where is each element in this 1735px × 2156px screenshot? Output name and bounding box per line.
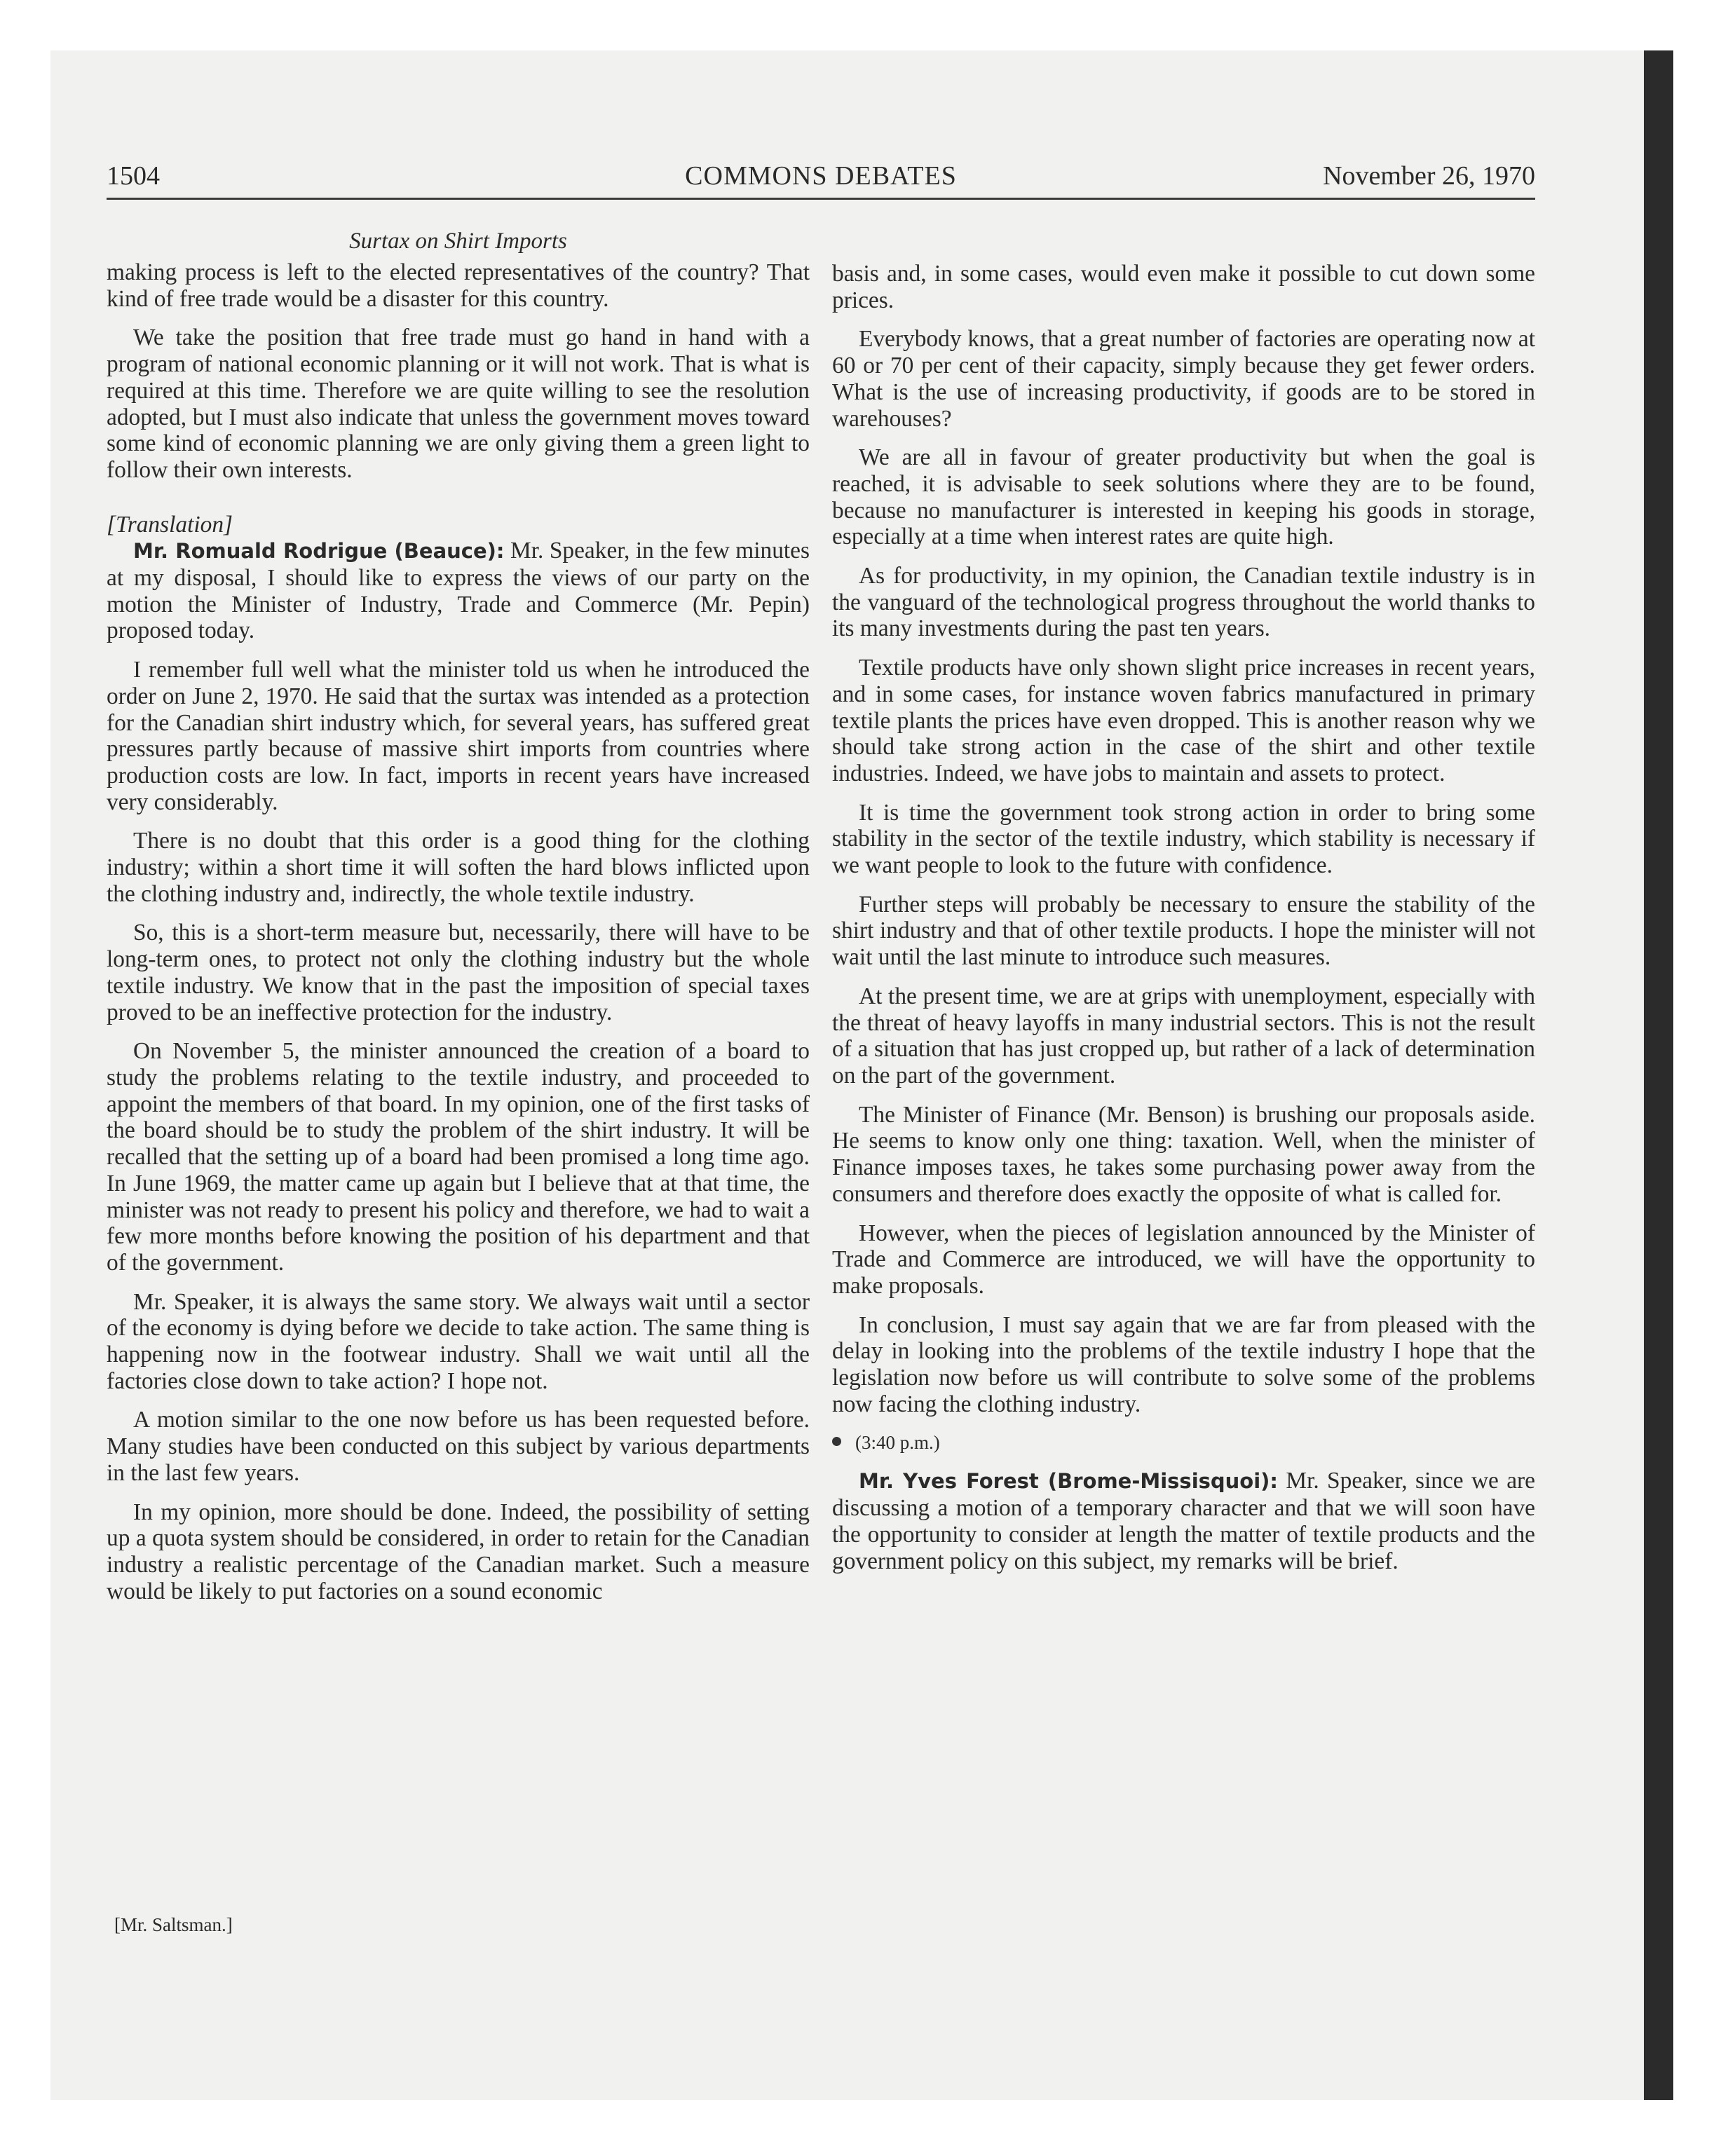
publication-date: November 26, 1970 <box>1323 161 1535 191</box>
paragraph: The Minister of Finance (Mr. Benson) is brushing our proposals aside. He seems to know only one thing: taxation. Well, when the minister of Finance imposes taxes, he takes some purchasing power away from the consumers and therefore does exactly the opposite of what is called for. <box>832 1101 1535 1207</box>
paragraph: As for productivity, in my opinion, the Canadian textile industry is in the vanguard of the technological progress throughout the world thanks to its many investments during the past ten years. <box>832 563 1535 642</box>
paragraph: I remember full well what the minister told us when he introduced the order on June 2, 1970. He said that the surtax was intended as a protection for the Canadian shirt industry which, for several years, has suffered great pressures partly because of massive shirt imports from countries where production costs are low. In fact, imports in recent years have increased very considerably. <box>107 657 810 815</box>
footer-note: [Mr. Saltsman.] <box>114 1914 233 1935</box>
speech-paragraph <box>107 538 810 644</box>
paragraph: Further steps will probably be necessary to ensure the stability of the shirt industry and that of other textile products. I hope the minister will not wait until the last minute to introduce such measures. <box>832 891 1535 971</box>
paragraph: Mr. Speaker, it is always the same story. We always wait until a sector of the economy is dying before we decide to take action. The same thing is happening now in the footwear industry. Shall we wait until all the factories close down to take action? I hope not. <box>107 1288 810 1394</box>
paragraph: So, this is a short-term measure but, necessarily, there will have to be long-term ones, to protect not only the clothing industry but the whole textile industry. We know that in the past the imposition of special taxes proved to be an ineffective protection for the industry. <box>107 920 810 1025</box>
paragraph: In my opinion, more should be done. Indeed, the possibility of setting up a quota system should be considered, in order to retain for the Canadian industry a realistic percentage of the Canadian market. Such a measure would be likely to put factories on a sound economic <box>107 1499 810 1604</box>
speech-text: Mr. Speaker, in the few minutes at my disposal, I should like to express the views of our party on the motion the Minister of Industry, Trade and Commerce (Mr. Pepin) proposed today. <box>107 538 810 644</box>
paragraph: A motion similar to the one now before us has been requested before. Many studies have been conducted on this subject by various departments in the last few years. <box>107 1407 810 1486</box>
page-number: 1504 <box>107 161 160 191</box>
paragraph: It is time the government took strong action in order to bring some stability in the sector of the textile industry, which stability is necessary if we want people to look to the future with confidence. <box>832 799 1535 879</box>
time-text: (3:40 p.m.) <box>855 1432 940 1454</box>
paragraph: In conclusion, I must say again that we are far from pleased with the delay in looking into the problems of the textile industry I hope that the legislation now before us will contribute to solve some of the problems now facing the clothing industry. <box>832 1311 1535 1417</box>
paragraph: There is no doubt that this order is a good thing for the clothing industry; within a short time it will soften the hard blows inflicted upon the clothing industry and, indirectly, the whole textile industry. <box>107 828 810 907</box>
left-column <box>107 259 810 1617</box>
paragraph: At the present time, we are at grips with unemployment, especially with the threat of heavy layoffs in many industrial sectors. This is not the result of a situation that has just cropped up, but rather of a lack of determination on the part of the government. <box>832 983 1535 1089</box>
bullet-icon <box>832 1437 841 1446</box>
paragraph: making process is left to the elected representatives of the country? That kind of free trade would be a disaster for this country. <box>107 259 810 312</box>
paragraph: We take the position that free trade must go hand in hand with a program of national economic planning or it will not work. That is what is required at this time. Therefore we are quite willing to see the resolution adopted, but I must also indicate that unless the government moves toward some kind of economic planning we are only giving them a green light to follow their own interests. <box>107 325 810 483</box>
scan-edge-shadow <box>1644 50 1673 2100</box>
speaker-name: Mr. Yves Forest (Brome-Missisquoi): <box>859 1469 1279 1494</box>
paragraph: Textile products have only shown slight price increases in recent years, and in some cases, for instance woven fabrics manufactured in primary textile plants the prices have even dropped. This is another reason why we should take strong action in the case of the shirt and other textile industries. Indeed, we have jobs to maintain and assets to protect. <box>832 655 1535 786</box>
paragraph: However, when the pieces of legislation announced by the Minister of Trade and Commerce are introduced, we will have the opportunity to make proposals. <box>832 1220 1535 1299</box>
publication-title: COMMONS DEBATES <box>685 161 957 191</box>
paragraph: Everybody knows, that a great number of factories are operating now at 60 or 70 per cent of their capacity, simply because they get fewer orders. What is the use of increasing productivity, if goods are to be stored in warehouses? <box>832 326 1535 432</box>
time-stamp <box>832 1430 1535 1455</box>
paragraph: On November 5, the minister announced the creation of a board to study the problems relating to the textile industry, and proceeded to appoint the members of that board. In my opinion, one of the first tasks of the board should be to study the problem of the shirt industry. It will be recalled that the setting up of a board had been promised a long time ago. In June 1969, the matter came up again but I believe that at that time, the minister was not ready to present his policy and therefore, we had to wait a few more months before knowing the position of his department and that of the government. <box>107 1038 810 1276</box>
speaker-name: Mr. Romuald Rodrigue (Beauce): <box>133 539 505 564</box>
speech-text: Mr. Speaker, since we are discussing a motion of a temporary character and that we will soon have the opportunity to consider at length the matter of textile products and the government policy on this subject, my remarks will be brief. <box>832 1468 1535 1574</box>
section-subheading: Surtax on Shirt Imports <box>349 228 567 254</box>
speech-paragraph <box>832 1468 1535 1574</box>
paragraph: We are all in favour of greater productivity but when the goal is reached, it is advisable to seek solutions where they are to be found, because no manufacturer is interested in keeping his goods in storage, especially at a time when interest rates are quite high. <box>832 444 1535 550</box>
paragraph: basis and, in some cases, would even make it possible to cut down some prices. <box>832 261 1535 313</box>
translation-tag: [Translation] <box>107 511 233 538</box>
page-header <box>107 158 1535 200</box>
right-column <box>832 261 1535 1587</box>
